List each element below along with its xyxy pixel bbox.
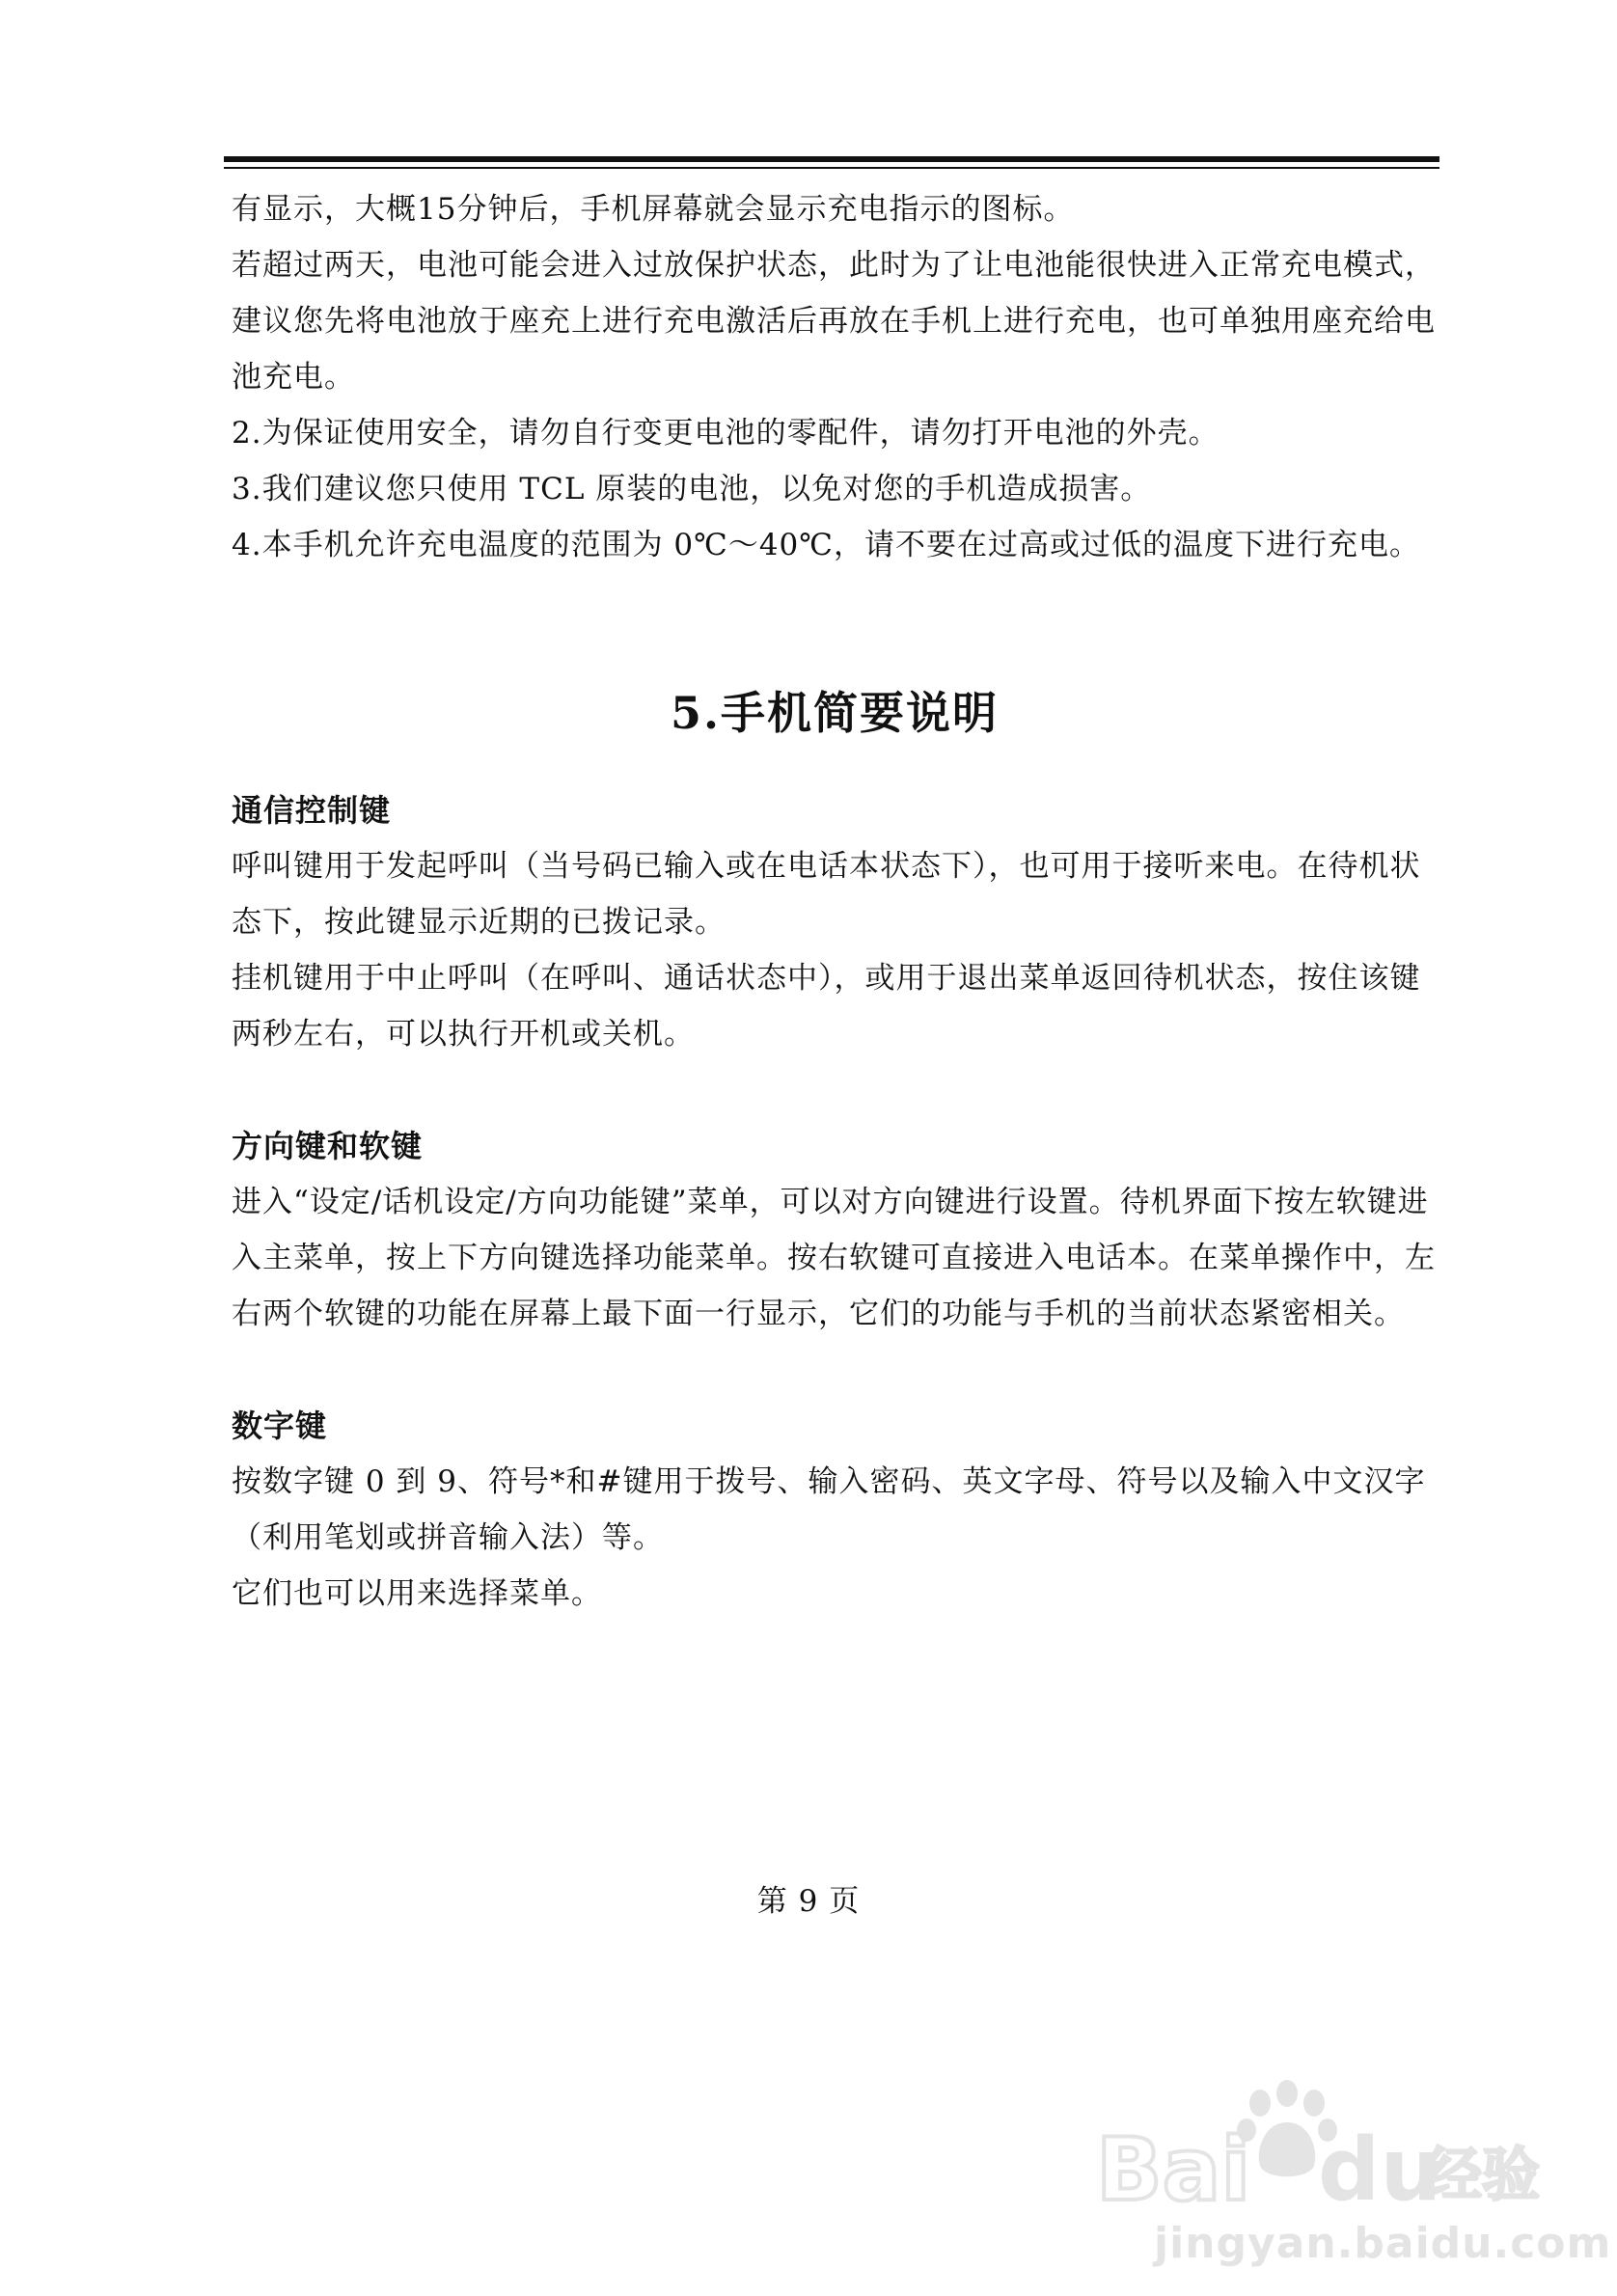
subsection-paragraph: 呼叫键用于发起呼叫（当号码已输入或在电话本状态下），也可用于接听来电。在待机状态下，按此键显示近期的已拨记录。 xyxy=(232,849,1421,940)
subsection-paragraph: 挂机键用于中止呼叫（在呼叫、通话状态中），或用于退出菜单返回待机状态，按住该键两秒左右，可以执行开机或关机。 xyxy=(232,961,1421,1052)
subsection-paragraph: 进入“设定/话机设定/方向功能键”菜单，可以对方向键进行设置。待机界面下按左软键进入主菜单，按上下方向键选择功能菜单。按右软键可直接进入电话本。在菜单操作中，左右两个软键的功能在屏幕上最下面一行显示，它们的功能与手机的当前状态紧密相关。 xyxy=(232,1185,1436,1331)
svg-text:du: du xyxy=(1318,2119,1442,2221)
svg-text:经验: 经验 xyxy=(1424,2142,1540,2209)
subsection-heading: 数字键 xyxy=(232,1408,328,1444)
subsection-heading: 通信控制键 xyxy=(232,792,392,829)
baidu-logo-icon xyxy=(1096,2074,1540,2221)
subsection-paragraph: 它们也可以用来选择菜单。 xyxy=(232,1576,602,1611)
intro-paragraph: 2.为保证使用安全，请勿自行变更电池的零配件，请勿打开电池的外壳。 xyxy=(232,416,1220,451)
intro-paragraph: 若超过两天，电池可能会进入过放保护状态，此时为了让电池能很快进入正常充电模式，建议您先将电池放于座充上进行充电激活后再放在手机上进行充电，也可单独用座充给电池充电。 xyxy=(232,248,1436,395)
watermark-url: jingyan.baidu.com xyxy=(1154,2219,1612,2268)
header-rule xyxy=(224,156,1439,172)
baidu-jingyan-watermark xyxy=(1096,2055,1612,2277)
intro-paragraph: 3.我们建议您只使用 TCL 原装的电池，以免对您的手机造成损害。 xyxy=(232,472,1152,506)
header-rule-thin xyxy=(224,167,1439,169)
intro-paragraph: 有显示，大概15分钟后，手机屏幕就会显示充电指示的图标。 xyxy=(232,192,1075,227)
header-rule-thick xyxy=(224,156,1439,162)
section-title: 5.手机简要说明 xyxy=(670,687,1000,739)
intro-paragraph: 4.本手机允许充电温度的范围为 0℃～40℃，请不要在过高或过低的温度下进行充电。 xyxy=(232,528,1420,562)
page-number: 第 9 页 xyxy=(756,1884,861,1919)
subsection-paragraph: 按数字键 0 到 9、符号*和#键用于拨号、输入密码、英文字母、符号以及输入中文汉字（利用笔划或拼音输入法）等。 xyxy=(232,1464,1426,1555)
page-content xyxy=(232,181,1438,1622)
subsection-heading: 方向键和软键 xyxy=(232,1128,424,1164)
svg-text:Bai: Bai xyxy=(1096,2119,1251,2221)
